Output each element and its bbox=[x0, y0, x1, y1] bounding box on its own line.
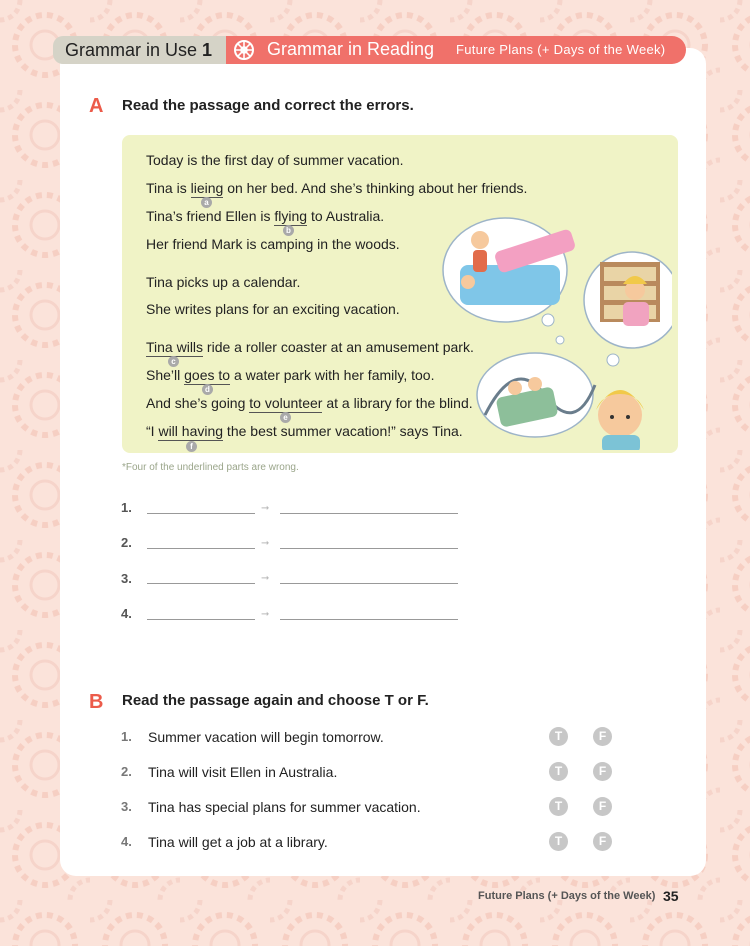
question-number: 2. bbox=[121, 764, 132, 779]
answer-wrong-blank[interactable] bbox=[147, 548, 255, 549]
question-number: 1. bbox=[121, 729, 132, 744]
answer-correct-blank[interactable] bbox=[280, 513, 458, 514]
marker-f: f bbox=[186, 441, 197, 452]
underline-note: *Four of the underlined parts are wrong. bbox=[122, 462, 299, 473]
underlined-part-c: Tina wills bbox=[146, 339, 204, 355]
marker-a: a bbox=[201, 197, 212, 208]
text-run: Tina is bbox=[146, 180, 191, 196]
passage-line-10 bbox=[146, 423, 463, 439]
tina-dreaming-illustration bbox=[440, 210, 672, 450]
underlined-part-e: to volunteer bbox=[249, 395, 323, 411]
passage-line-8 bbox=[146, 367, 434, 383]
passage-line-2 bbox=[146, 180, 527, 196]
false-button[interactable]: F bbox=[593, 727, 612, 746]
answer-wrong-blank[interactable] bbox=[147, 583, 255, 584]
answer-correct-blank[interactable] bbox=[280, 583, 458, 584]
passage-line-7 bbox=[146, 339, 474, 355]
question-number: 3. bbox=[121, 799, 132, 814]
passage-line-6: She writes plans for an exciting vacation. bbox=[146, 301, 400, 317]
question-text: Summer vacation will begin tomorrow. bbox=[148, 729, 384, 745]
arrow-icon: ➞ bbox=[261, 538, 270, 549]
underlined-part-d: goes to bbox=[184, 367, 231, 383]
header-label bbox=[53, 36, 233, 64]
marker-d: d bbox=[202, 384, 213, 395]
question-text: Tina has special plans for summer vacation. bbox=[148, 799, 421, 815]
underlined-part-a: lieing bbox=[190, 180, 224, 196]
header-title: Grammar in Reading bbox=[267, 39, 435, 59]
answer-number: 4. bbox=[121, 606, 132, 621]
answer-correct-blank[interactable] bbox=[280, 548, 458, 549]
true-button[interactable]: T bbox=[549, 762, 568, 781]
page-number: 35 bbox=[663, 888, 679, 904]
header-number: 1 bbox=[202, 40, 213, 60]
passage-line-4: Her friend Mark is camping in the woods. bbox=[146, 236, 400, 252]
text-run: And she’s going bbox=[146, 395, 250, 411]
answer-number: 3. bbox=[121, 571, 132, 586]
section-b-instruction: Read the passage again and choose T or F. bbox=[122, 692, 429, 709]
marker-e: e bbox=[280, 412, 291, 423]
marker-c: c bbox=[168, 356, 179, 367]
true-button[interactable]: T bbox=[549, 797, 568, 816]
true-button[interactable]: T bbox=[549, 727, 568, 746]
arrow-icon: ➞ bbox=[261, 503, 270, 514]
answer-correct-blank[interactable] bbox=[280, 619, 458, 620]
question-text: Tina will visit Ellen in Australia. bbox=[148, 764, 338, 780]
arrow-icon: ➞ bbox=[261, 573, 270, 584]
header-banner bbox=[226, 36, 686, 64]
false-button[interactable]: F bbox=[593, 762, 612, 781]
text-run: the best summer vacation!” says Tina. bbox=[223, 423, 463, 439]
header-subtitle: Future Plans (+ Days of the Week) bbox=[456, 42, 666, 57]
answer-number: 1. bbox=[121, 500, 132, 515]
text-run: to Australia. bbox=[307, 208, 385, 224]
true-button[interactable]: T bbox=[549, 832, 568, 851]
passage-line-9 bbox=[146, 395, 473, 411]
passage-line-5: Tina picks up a calendar. bbox=[146, 274, 301, 290]
passage-line-1: Today is the first day of summer vacation. bbox=[146, 152, 404, 168]
header-label-text: Grammar in Use bbox=[65, 40, 198, 60]
answer-wrong-blank[interactable] bbox=[147, 513, 255, 514]
text-run: a water park with her family, too. bbox=[230, 367, 435, 383]
text-run: at a library for the blind. bbox=[322, 395, 473, 411]
answer-number: 2. bbox=[121, 535, 132, 550]
section-a-instruction: Read the passage and correct the errors. bbox=[122, 97, 414, 114]
gear-icon bbox=[232, 38, 256, 62]
footer-text: Future Plans (+ Days of the Week) bbox=[478, 890, 656, 902]
text-run: on her bed. And she’s thinking about her friends. bbox=[223, 180, 528, 196]
answer-wrong-blank[interactable] bbox=[147, 619, 255, 620]
text-run: She’ll bbox=[146, 367, 185, 383]
underlined-part-b: flying bbox=[274, 208, 308, 224]
arrow-icon: ➞ bbox=[261, 609, 270, 620]
question-number: 4. bbox=[121, 834, 132, 849]
marker-b: b bbox=[283, 225, 294, 236]
passage-line-3 bbox=[146, 208, 384, 224]
text-run: Tina’s friend Ellen is bbox=[146, 208, 275, 224]
section-a-letter: A bbox=[89, 95, 104, 117]
section-b-letter: B bbox=[89, 691, 104, 713]
text-run: ride a roller coaster at an amusement park. bbox=[203, 339, 474, 355]
false-button[interactable]: F bbox=[593, 832, 612, 851]
false-button[interactable]: F bbox=[593, 797, 612, 816]
underlined-part-f: will having bbox=[158, 423, 224, 439]
question-text: Tina will get a job at a library. bbox=[148, 834, 328, 850]
text-run: “I bbox=[146, 423, 159, 439]
